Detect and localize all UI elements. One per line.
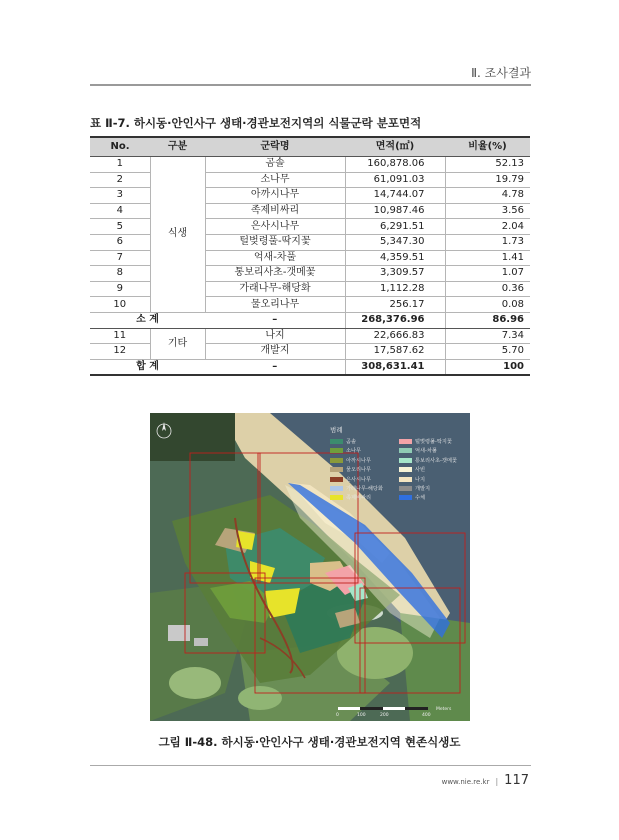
table-header-row xyxy=(90,137,530,157)
figure-caption: 그림 Ⅱ-48. 하시동·안인사구 생태·경관보전지역 현존식생도 xyxy=(158,735,461,749)
scale-tick-200: 200 xyxy=(380,713,389,718)
scale-unit: Meters xyxy=(436,707,452,712)
row-ratio: 52.13 xyxy=(445,157,530,173)
legend-item xyxy=(399,466,464,473)
subtotal-ratio: 86.96 xyxy=(445,312,530,328)
legend-swatch xyxy=(330,477,343,482)
row-no: 3 xyxy=(90,188,150,204)
legend-label: 개발지 xyxy=(415,485,431,492)
row-community: 가래나무-해당화 xyxy=(205,281,345,297)
row-no: 9 xyxy=(90,281,150,297)
legend-label: 수체 xyxy=(415,495,426,502)
footer-divider xyxy=(90,765,531,766)
row-ratio: 3.56 xyxy=(445,203,530,219)
community-area-table xyxy=(90,136,530,376)
legend-swatch xyxy=(330,486,343,491)
page-footer xyxy=(442,773,529,788)
row-area: 10,987.46 xyxy=(345,203,445,219)
legend-item xyxy=(399,438,464,445)
row-no: 7 xyxy=(90,250,150,266)
legend-item xyxy=(330,485,395,492)
row-area: 17,587.62 xyxy=(345,344,445,360)
table-row xyxy=(90,157,530,173)
legend-label: 소나무 xyxy=(346,448,362,455)
footer-separator: | xyxy=(495,777,499,786)
row-no: 4 xyxy=(90,203,150,219)
row-no: 6 xyxy=(90,234,150,250)
col-header-group: 구분 xyxy=(150,137,205,157)
row-area: 5,347.30 xyxy=(345,234,445,250)
legend-item xyxy=(330,476,395,483)
legend-title: 범례 xyxy=(330,426,343,434)
subtotal-row xyxy=(90,312,530,328)
row-ratio: 0.36 xyxy=(445,281,530,297)
row-community: 털벚령풀-딱지꽃 xyxy=(205,234,345,250)
legend-label: 통보리사초-갯메꽃 xyxy=(415,457,457,464)
row-community: 은사시나무 xyxy=(205,219,345,235)
row-no: 2 xyxy=(90,172,150,188)
row-ratio: 0.08 xyxy=(445,297,530,313)
group-vegetation: 식생 xyxy=(150,157,205,313)
legend-swatch xyxy=(330,495,343,500)
col-header-area: 면적(㎡) xyxy=(345,137,445,157)
legend-label: 물오리나무 xyxy=(346,467,372,474)
row-ratio: 2.04 xyxy=(445,219,530,235)
section-header: Ⅱ. 조사결과 xyxy=(471,66,531,80)
legend-item xyxy=(399,494,464,501)
legend-swatch xyxy=(399,495,412,500)
total-community: – xyxy=(205,359,345,375)
subtotal-area: 268,376.96 xyxy=(345,312,445,328)
row-no: 1 xyxy=(90,157,150,173)
row-community: 나지 xyxy=(205,328,345,344)
row-no: 10 xyxy=(90,297,150,313)
scale-tick-0: 0 xyxy=(336,713,339,718)
legend-label: 억새-차풀 xyxy=(415,448,437,455)
row-community: 소나무 xyxy=(205,172,345,188)
legend-label: 사빈 xyxy=(415,467,426,474)
row-ratio: 1.41 xyxy=(445,250,530,266)
legend-label: 아까시나무 xyxy=(346,457,372,464)
legend-item xyxy=(399,447,464,454)
legend-swatch xyxy=(399,448,412,453)
row-area: 22,666.83 xyxy=(345,328,445,344)
map-legend xyxy=(330,425,464,501)
row-ratio: 1.73 xyxy=(445,234,530,250)
legend-item xyxy=(399,476,464,483)
footer-url: www.nie.re.kr xyxy=(441,778,490,786)
row-area: 14,744.07 xyxy=(345,188,445,204)
row-community: 족제비싸리 xyxy=(205,203,345,219)
legend-label: 나지 xyxy=(415,476,426,483)
legend-label: 곰솔 xyxy=(346,439,357,445)
row-no: 5 xyxy=(90,219,150,235)
row-ratio: 5.70 xyxy=(445,344,530,360)
row-community: 곰솔 xyxy=(205,157,345,173)
total-row xyxy=(90,359,530,375)
legend-swatch xyxy=(399,439,412,444)
row-area: 4,359.51 xyxy=(345,250,445,266)
row-community: 통보리사초-갯메꽃 xyxy=(205,266,345,282)
legend-swatch xyxy=(399,477,412,482)
row-area: 3,309.57 xyxy=(345,266,445,282)
legend-items xyxy=(330,438,464,501)
row-ratio: 7.34 xyxy=(445,328,530,344)
subtotal-community: – xyxy=(205,312,345,328)
row-community: 물오리나무 xyxy=(205,297,345,313)
row-ratio: 1.07 xyxy=(445,266,530,282)
row-no: 12 xyxy=(90,344,150,360)
legend-item xyxy=(330,457,395,464)
legend-item xyxy=(399,485,464,492)
legend-swatch xyxy=(399,458,412,463)
row-ratio: 4.78 xyxy=(445,188,530,204)
header-divider xyxy=(90,84,531,86)
legend-swatch xyxy=(330,458,343,463)
subtotal-label: 소 계 xyxy=(90,312,205,328)
row-area: 6,291.51 xyxy=(345,219,445,235)
legend-item xyxy=(399,457,464,464)
scale-tick-100: 100 xyxy=(357,713,366,718)
vegetation-map xyxy=(150,413,470,721)
row-no: 11 xyxy=(90,328,150,344)
legend-swatch xyxy=(330,467,343,472)
col-header-no: No. xyxy=(90,137,150,157)
legend-item xyxy=(330,494,395,501)
row-no: 8 xyxy=(90,266,150,282)
row-community: 개발지 xyxy=(205,344,345,360)
legend-label: 은사시나무 xyxy=(346,476,372,483)
total-label: 합 계 xyxy=(90,359,205,375)
row-community: 억새-차풀 xyxy=(205,250,345,266)
scale-tick-400: 400 xyxy=(422,713,431,718)
legend-item xyxy=(330,438,395,445)
table-title: 표 Ⅱ-7. 하시동·안인사구 생태·경관보전지역의 식물군락 분포면적 xyxy=(90,116,422,130)
legend-item xyxy=(330,466,395,473)
page-number: 117 xyxy=(504,773,529,788)
row-area: 256.17 xyxy=(345,297,445,313)
legend-label: 족제비싸리 xyxy=(346,495,372,502)
legend-label: 털벚령풀-딱지꽃 xyxy=(415,439,452,445)
group-other: 기타 xyxy=(150,328,205,359)
legend-swatch xyxy=(399,467,412,472)
row-community: 아까시나무 xyxy=(205,188,345,204)
table-row xyxy=(90,328,530,344)
legend-label: 가래나무-해당화 xyxy=(346,485,383,492)
total-ratio: 100 xyxy=(445,359,530,375)
row-ratio: 19.79 xyxy=(445,172,530,188)
row-area: 61,091.03 xyxy=(345,172,445,188)
row-area: 1,112.28 xyxy=(345,281,445,297)
legend-swatch xyxy=(399,486,412,491)
legend-swatch xyxy=(330,448,343,453)
legend-item xyxy=(330,447,395,454)
col-header-community: 군락명 xyxy=(205,137,345,157)
legend-swatch xyxy=(330,439,343,444)
col-header-ratio: 비율(%) xyxy=(445,137,530,157)
row-area: 160,878.06 xyxy=(345,157,445,173)
total-area: 308,631.41 xyxy=(345,359,445,375)
